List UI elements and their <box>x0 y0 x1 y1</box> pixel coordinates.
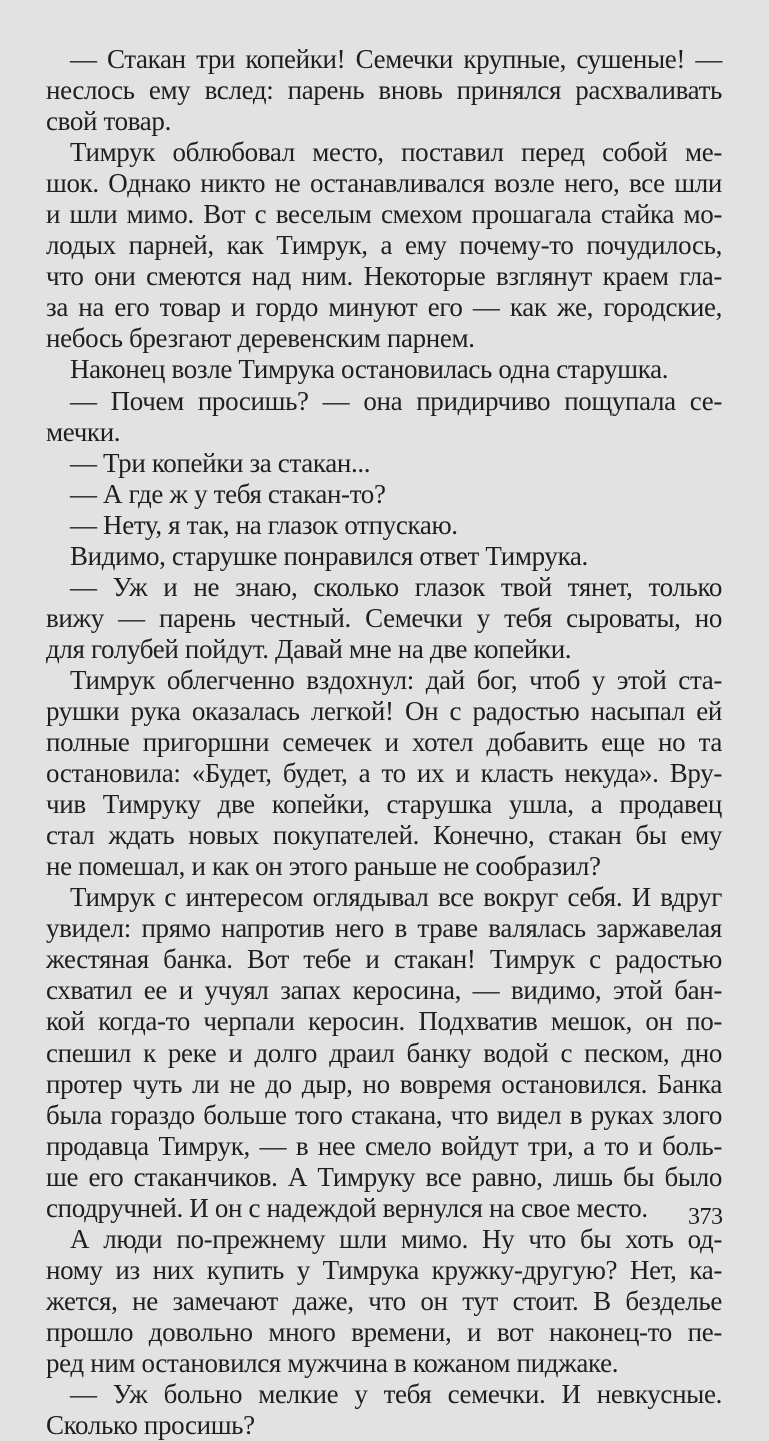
text-line: Тимрук с интересом оглядывал все вокруг себя. И вдруг <box>70 882 722 913</box>
text-line: — Уж и не знаю, сколько глазок твой тянет, только <box>70 571 722 602</box>
text-line: стал ждать новых покупателей. Конечно, стакан бы ему <box>46 820 722 851</box>
text-line: А люди по-прежнему шли мимо. Ну что бы хоть од- <box>70 1223 722 1254</box>
text-line: для голубей пойдут. Давай мне на две копейки. <box>46 633 572 664</box>
text-line: вижу — парень честный. Семечки у тебя сыроваты, но <box>46 602 722 633</box>
text-line: жется, не замечают даже, что он тут стоит. В безделье <box>46 1285 722 1316</box>
text-line: за на его товар и гордо минуют его — как же, городские, <box>46 292 722 323</box>
text-line: небось брезгают деревенским парнем. <box>46 323 475 354</box>
text-line: свой товар. <box>46 106 171 137</box>
text-line: протер чуть ли не до дыр, но вовремя остановился. Банка <box>46 1068 722 1099</box>
text-line: — А где ж у тебя стакан-то? <box>70 478 386 509</box>
text-line: — Три копейки за стакан... <box>70 447 371 478</box>
text-line: шок. Однако никто не останавливался возле него, все шли <box>46 168 722 199</box>
text-line: Сколько просишь? <box>46 1410 255 1441</box>
text-line: — Стакан три копейки! Семечки крупные, сушеные! — <box>70 44 722 74</box>
text-line: ше его стаканчиков. А Тимруку все равно, лишь бы было <box>46 1161 722 1192</box>
text-line: остановила: «Будет, будет, а то их и класть некуда». Вру- <box>46 758 722 789</box>
text-line: ред ним остановился мужчина в кожаном пиджаке. <box>46 1347 619 1378</box>
text-line: схватил ее и учуял запах керосина, — видимо, этой бан- <box>46 975 722 1006</box>
text-line: Тимрук облюбовал место, поставил перед собой ме- <box>70 137 722 168</box>
text-line: — Нету, я так, на глазок отпускаю. <box>70 509 458 540</box>
text-line: чив Тимруку две копейки, старушка ушла, а продавец <box>46 789 722 820</box>
text-line: неслось ему вслед: парень вновь принялся расхваливать <box>46 75 722 106</box>
text-line: Тимрук облегченно вздохнул: дай бог, чтоб у этой ста- <box>70 664 722 695</box>
text-line: — Почем просишь? — она придирчиво пощупала се- <box>70 385 722 416</box>
text-line: Видимо, старушке понравился ответ Тимрука. <box>70 540 588 571</box>
page-number: 373 <box>688 1204 723 1230</box>
text-line: жестяная банка. Вот тебе и стакан! Тимрук с радостью <box>46 944 722 975</box>
text-line: лодых парней, как Тимрук, а ему почему-то почудилось, <box>46 230 722 261</box>
text-line: продавца Тимрук, — в нее смело войдут три, а то и боль- <box>46 1130 722 1161</box>
text-line: что они смеются над ним. Некоторые взглянут краем гла- <box>46 261 722 292</box>
text-line: Наконец возле Тимрука остановилась одна старушка. <box>70 354 669 385</box>
text-line: кой когда-то черпали керосин. Подхватив мешок, он по- <box>46 1006 722 1037</box>
book-page-text <box>46 44 722 1441</box>
text-line: полные пригоршни семечек и хотел добавить еще но та <box>46 727 722 758</box>
text-line: прошло довольно много времени, и вот наконец-то пе- <box>46 1316 722 1347</box>
text-line: не помешал, и как он этого раньше не сообразил? <box>46 851 601 882</box>
text-line: была гораздо больше того стакана, что видел в руках злого <box>46 1099 722 1130</box>
text-line: увидел: прямо напротив него в траве валялась заржавелая <box>46 913 722 944</box>
text-line: — Уж больно мелкие у тебя семечки. И невкусные. <box>70 1379 722 1410</box>
text-line: ному из них купить у Тимрука кружку-другую? Нет, ка- <box>46 1254 722 1285</box>
text-line: спешил к реке и долго драил банку водой с песком, дно <box>46 1037 722 1068</box>
text-line: сподручней. И он с надеждой вернулся на свое место. <box>46 1192 648 1223</box>
text-line: мечки. <box>46 416 121 447</box>
text-line: рушки рука оказалась легкой! Он с радостью насыпал ей <box>46 695 722 726</box>
text-line: и шли мимо. Вот с веселым смехом прошагала стайка мо- <box>46 199 722 230</box>
